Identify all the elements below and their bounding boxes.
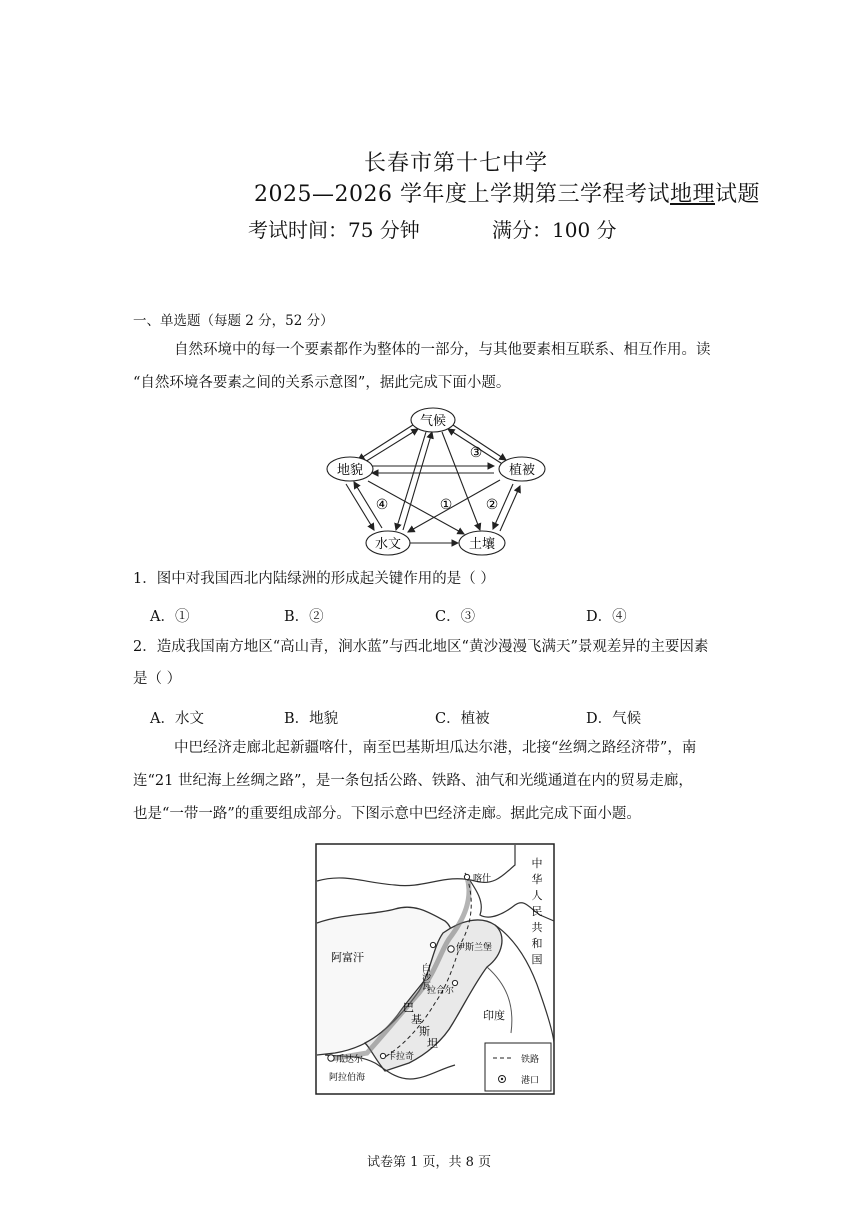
- q2-option-a[interactable]: A．水文: [150, 711, 204, 727]
- intro-text: 自然环境中的每一个要素都作为整体的一部分，与其他要素相互联系、相互作用。读: [174, 342, 711, 358]
- exam-title-suffix: 试题: [715, 182, 761, 207]
- corridor-map: [315, 843, 555, 1095]
- city-lahore-label: 拉合尔: [427, 986, 455, 996]
- region-india-label: 印度: [483, 1009, 505, 1022]
- city-islamabad-marker: [448, 946, 454, 952]
- pakistan-char: 斯: [419, 1025, 430, 1038]
- legend-port-label: 港口: [521, 1076, 540, 1086]
- exam-title: [254, 177, 760, 208]
- region-afghanistan-label: 阿富汗: [331, 951, 364, 964]
- node-vegetation-label: 植被: [508, 463, 536, 478]
- region-china-label: [532, 856, 543, 966]
- city-peshawar-marker: [430, 942, 435, 947]
- element-relationship-diagram: [318, 402, 552, 558]
- exam-title-main: 2025—2026 学年度上学期第三学程考试: [254, 182, 670, 207]
- label-3: ③: [469, 445, 483, 461]
- q2-option-d[interactable]: D．气候: [586, 711, 642, 727]
- question-2-stem-cont: 是（ ）: [133, 671, 182, 687]
- passage-text: 也是“一带一路”的重要组成部分。下图示意中巴经济走廊。据此完成下面小题。: [133, 806, 641, 822]
- city-islamabad-label: 伊斯兰堡: [456, 943, 493, 953]
- exam-title-subject: 地理: [669, 182, 715, 207]
- china-char: 国: [531, 953, 543, 966]
- label-2: ②: [485, 497, 499, 513]
- china-char: 共: [531, 921, 543, 934]
- node-soil-label: 土壤: [468, 537, 496, 552]
- port-gwadar-marker: [328, 1055, 334, 1061]
- q1-option-c[interactable]: C．③: [435, 609, 476, 625]
- pakistan-char: 基: [411, 1013, 422, 1026]
- passage-text: 连“21 世纪海上丝绸之路”，是一条包括公路、铁路、油气和光缆通道在内的贸易走廊，: [133, 773, 693, 789]
- q1-option-b[interactable]: B．②: [284, 609, 324, 625]
- q2-option-b[interactable]: B．地貌: [284, 711, 339, 727]
- legend-port-symbol-dot: [501, 1078, 503, 1080]
- city-karachi-label: 卡拉奇: [387, 1052, 415, 1062]
- city-kashgar-label: 喀什: [473, 874, 492, 884]
- china-char: 中: [531, 857, 543, 870]
- node-climate-label: 气候: [419, 414, 447, 429]
- question-2-stem: 2．造成我国南方地区“高山青，涧水蓝”与西北地区“黄沙漫漫飞满天”景观差异的主要因素: [133, 639, 709, 655]
- china-char: 和: [531, 937, 543, 950]
- page-footer: 试卷第 1 页，共 8 页: [367, 1155, 492, 1170]
- passage-text: 中巴经济走廊北起新疆喀什，南至巴基斯坦瓜达尔港，北接“丝绸之路经济带”，南: [174, 740, 697, 756]
- pakistan-char: 坦: [427, 1037, 438, 1050]
- city-karachi-marker: [380, 1053, 385, 1058]
- intro-text: “自然环境各要素之间的关系示意图”，据此完成下面小题。: [133, 375, 511, 391]
- q1-option-d[interactable]: D．④: [586, 609, 627, 625]
- node-landform-label: 地貌: [336, 463, 364, 478]
- label-1: ①: [439, 497, 453, 513]
- label-4: ④: [375, 497, 389, 513]
- china-char: 华: [531, 873, 543, 886]
- school-name: 长春市第十七中学: [364, 151, 549, 176]
- map-legend: [485, 1043, 551, 1091]
- sea-arabian-label: 阿拉伯海: [329, 1073, 366, 1083]
- q2-option-c[interactable]: C．植被: [435, 711, 490, 727]
- china-char: 民: [531, 905, 543, 918]
- section-heading: 一、单选题（每题 2 分，52 分）: [133, 313, 334, 329]
- port-gwadar-label: 瓜达尔: [336, 1055, 364, 1065]
- exam-score: 满分：100 分: [492, 218, 617, 242]
- city-peshawar-label: 白沙瓦: [420, 963, 430, 990]
- legend-railway-label: 铁路: [521, 1055, 540, 1065]
- city-lahore-marker: [452, 980, 457, 985]
- exam-time: 考试时间：75 分钟: [248, 218, 420, 242]
- question-1-stem: 1．图中对我国西北内陆绿洲的形成起关键作用的是（ ）: [133, 571, 495, 587]
- node-hydrology-label: 水文: [374, 537, 402, 552]
- pakistan-char: 巴: [403, 1001, 414, 1014]
- q1-option-a[interactable]: A．①: [150, 609, 190, 625]
- city-kashgar-marker: [464, 874, 469, 879]
- china-char: 人: [531, 889, 543, 902]
